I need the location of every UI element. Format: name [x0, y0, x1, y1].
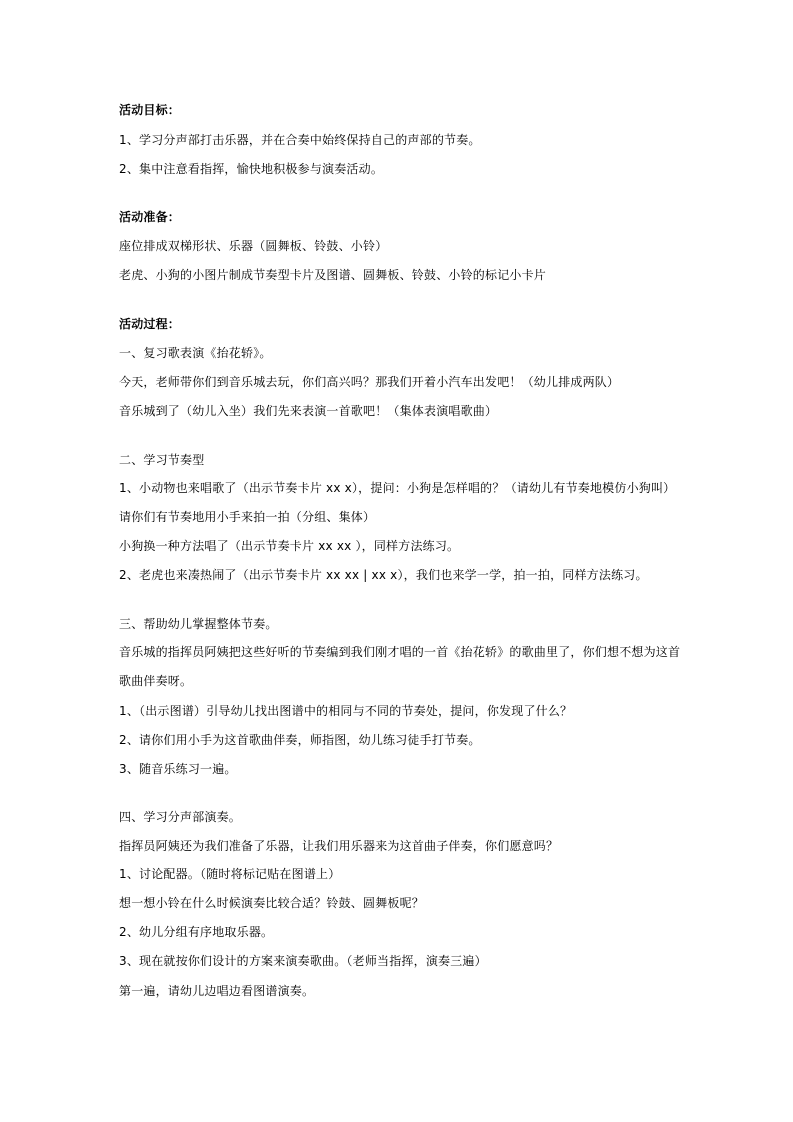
paragraph-line: 座位排成双梯形状、乐器（圆舞板、铃鼓、小铃） — [119, 239, 388, 253]
paragraph-line: 2、老虎也来凑热闹了（出示节奏卡片 xx xx | xx x），我们也来学一学，拍一拍，同样方法练习。 — [119, 568, 648, 582]
paragraph-line: 小狗换一种方法唱了（出示节奏卡片 xx xx ），同样方法练习。 — [119, 539, 460, 553]
section-heading-process: 活动过程： — [119, 317, 181, 331]
subsection-heading: 一、复习歌表演《抬花轿》。 — [119, 346, 272, 360]
paragraph-line: 指挥员阿姨还为我们准备了乐器，让我们用乐器来为这首曲子伴奏，你们愿意吗？ — [119, 839, 559, 853]
paragraph-line: 2、幼儿分组有序地取乐器。 — [119, 925, 274, 939]
paragraph-line: 老虎、小狗的小图片制成节奏型卡片及图谱、圆舞板、铃鼓、小铃的标记小卡片 — [119, 268, 547, 282]
section-heading-preparation: 活动准备： — [119, 210, 181, 224]
section-heading-goals: 活动目标： — [119, 103, 181, 117]
paragraph-line: 1、（出示图谱）引导幼儿找出图谱中的相同与不同的节奏处，提问，你发现了什么？ — [119, 704, 573, 718]
paragraph-line: 1、讨论配器。（随时将标记贴在图谱上） — [119, 867, 341, 881]
paragraph-line: 今天，老师带你们到音乐城去玩，你们高兴吗？那我们开着小汽车出发吧！（幼儿排成两队） — [119, 375, 620, 389]
subsection-heading: 二、学习节奏型 — [119, 453, 205, 467]
subsection-heading: 三、帮助幼儿掌握整体节奏。 — [119, 617, 278, 631]
paragraph-line: 1、学习分声部打击乐器，并在合奏中始终保持自己的声部的节奏。 — [119, 133, 481, 147]
subsection-heading: 四、学习分声部演奏。 — [119, 810, 242, 824]
paragraph-line: 1、小动物也来唱歌了（出示节奏卡片 xx x），提问：小狗是怎样唱的？（请幼儿有节奏地模仿小狗叫） — [119, 481, 676, 495]
paragraph-line: 想一想小铃在什么时候演奏比较合适？铃鼓、圆舞板呢？ — [119, 896, 425, 910]
paragraph-line: 音乐城的指挥员阿姨把这些好听的节奏编到我们刚才唱的一首《抬花轿》的歌曲里了，你们想不想为这首 — [119, 645, 681, 659]
paragraph-line: 2、请你们用小手为这首歌曲伴奏，师指图，幼儿练习徒手打节奏。 — [119, 733, 481, 747]
paragraph-line: 歌曲伴奏呀。 — [119, 674, 193, 688]
paragraph-line: 2、集中注意看指挥，愉快地积极参与演奏活动。 — [119, 162, 384, 176]
paragraph-line: 音乐城到了（幼儿入坐）我们先来表演一首歌吧！（集体表演唱歌曲） — [119, 404, 498, 418]
paragraph-line: 请你们有节奏地用小手来拍一拍（分组、集体） — [119, 510, 376, 524]
paragraph-line: 3、随音乐练习一遍。 — [119, 762, 237, 776]
paragraph-line: 第一遍，请幼儿边唱边看图谱演奏。 — [119, 984, 315, 998]
paragraph-line: 3、现在就按你们设计的方案来演奏歌曲。（老师当指挥，演奏三遍） — [119, 954, 487, 968]
